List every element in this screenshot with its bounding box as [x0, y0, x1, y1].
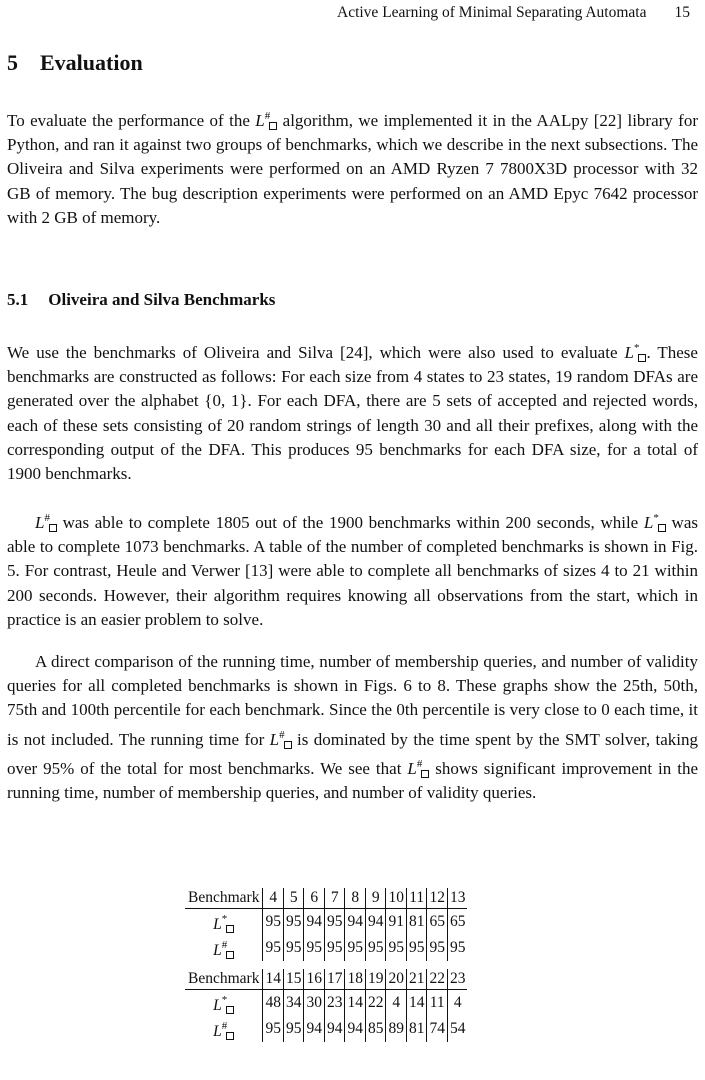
value-cell: 95 [324, 909, 345, 936]
symbol-letter: L [407, 758, 417, 778]
para3-text-a: was able to complete 1805 out of the 1900 benchmarks within 200 seconds, while [56, 513, 644, 532]
row-label-l-sharp [185, 1016, 263, 1042]
symbol-letter: L [213, 1023, 222, 1040]
table-row-l-star [185, 990, 467, 1017]
paragraph-intro [7, 104, 698, 230]
size-cell: 12 [427, 888, 448, 909]
size-cell: 16 [304, 969, 325, 990]
section-number: 5 [7, 50, 18, 75]
value-cell: 95 [345, 935, 366, 961]
header-label: Benchmark [185, 969, 263, 990]
value-cell: 89 [386, 1016, 407, 1042]
value-cell: 95 [324, 935, 345, 961]
symbol-superscript: # [416, 757, 423, 770]
value-cell: 23 [324, 990, 345, 1017]
value-cell: 95 [263, 1016, 284, 1042]
table-header-row [185, 969, 467, 990]
l-star-symbol [624, 343, 646, 362]
running-head [337, 4, 690, 22]
value-cell: 95 [406, 935, 427, 961]
value-cell: 65 [449, 913, 466, 930]
value-cell: 48 [263, 990, 284, 1017]
value-cell: 4 [386, 990, 407, 1017]
benchmark-table-part1 [185, 888, 467, 961]
symbol-letter: L [213, 997, 222, 1014]
subsection-title: Oliveira and Silva Benchmarks [48, 290, 276, 309]
size-cell: 5 [283, 888, 304, 909]
box-subscript [658, 524, 666, 532]
running-title: Active Learning of Minimal Separating Automata [337, 4, 647, 21]
section-heading [7, 50, 143, 76]
value-cell: 54 [449, 1020, 466, 1037]
value-cell: 95 [365, 935, 386, 961]
box-subscript [226, 925, 234, 933]
para4-text-b: is dominated by the time spent by the SMT solver, taking over 95% of the total for most benchmarks. We see that [7, 729, 698, 778]
value-cell: 81 [406, 1016, 427, 1042]
paragraph-results [7, 506, 698, 632]
value-cell: 95 [449, 939, 466, 956]
size-cell: 7 [324, 888, 345, 909]
para4-text-a: A direct comparison of the running time, number of membership queries, and number of validity queries for all completed benchmarks is shown in Figs. 6 to 8. These graphs show the 25th, 50th, 75th and 100th percentile for each benchmark. Since the 0th percentile is very close to 0 each time, it is not included. The running time for [7, 652, 698, 749]
page-number: 15 [674, 4, 690, 21]
table-row-l-sharp [185, 1016, 467, 1042]
size-cell: 20 [386, 969, 407, 990]
paragraph-comparison [7, 650, 698, 805]
size-cell: 18 [345, 969, 366, 990]
box-subscript [226, 1006, 234, 1014]
value-cell: 94 [324, 1016, 345, 1042]
benchmark-table [185, 888, 467, 1050]
symbol-superscript: * [633, 342, 640, 354]
para1-text-b: algorithm, we implemented it in the AALpy [22] library for Python, and ran it against two groups of benchmarks, which we describe in the next subsections. The Oliveira and Silva experiments were performed on an AMD Ryzen 7 7800X3D processor with 32 GB of memory. The bug description experiments were performed on an AMD Epyc 7642 processor with 2 GB of memory. [7, 111, 698, 227]
size-cell: 14 [263, 969, 284, 990]
subsection-number: 5.1 [7, 290, 29, 309]
symbol-letter: L [624, 343, 634, 362]
symbol-superscript: * [221, 994, 228, 1006]
size-cell: 10 [386, 888, 407, 909]
table-header-row [185, 888, 467, 909]
value-cell: 22 [365, 990, 386, 1017]
box-subscript [226, 1032, 234, 1040]
para1-text-a: To evaluate the performance of the [7, 111, 256, 130]
size-cell: 9 [365, 888, 386, 909]
size-cell: 15 [283, 969, 304, 990]
size-cell: 6 [304, 888, 325, 909]
section-title: Evaluation [40, 50, 143, 75]
value-cell: 65 [427, 909, 448, 936]
size-cell: 11 [406, 888, 427, 909]
value-cell: 81 [406, 909, 427, 936]
symbol-superscript: # [221, 1020, 228, 1032]
value-cell: 95 [427, 935, 448, 961]
value-cell: 95 [283, 1016, 304, 1042]
paragraph-benchmarks [7, 336, 698, 486]
value-cell: 94 [345, 1016, 366, 1042]
symbol-superscript: # [44, 512, 50, 524]
value-cell: 95 [304, 935, 325, 961]
row-label-l-star [185, 990, 263, 1017]
value-cell: 94 [304, 1016, 325, 1042]
para2-text-a: We use the benchmarks of Oliveira and Silva [24], which were also used to evaluate [7, 343, 625, 362]
value-cell: 85 [365, 1016, 386, 1042]
l-sharp-symbol [270, 730, 292, 749]
value-cell: 94 [304, 909, 325, 936]
table-row-l-sharp [185, 935, 467, 961]
symbol-superscript: # [279, 728, 285, 741]
row-label-l-sharp [185, 935, 263, 961]
size-cell: 8 [345, 888, 366, 909]
symbol-letter: L [269, 729, 280, 749]
benchmark-table-part2 [185, 969, 467, 1042]
symbol-superscript: * [221, 913, 228, 925]
l-sharp-symbol [35, 513, 57, 532]
table-row-l-star [185, 909, 467, 936]
size-cell: 21 [406, 969, 427, 990]
value-cell: 95 [283, 935, 304, 961]
para2-text-b: . These benchmarks are constructed as follows: For each size from 4 states to 23 states, 19 random DFAs are generated over the alphabet {0, 1}. For each DFA, there are 5 sets of accepted and rejected words, each of these sets consisting of 20 random strings of length 30 and all their prefixes, along with the corresponding output of the DFA. This produces 95 benchmarks for each DFA size, for a total of 1900 benchmarks. [7, 343, 698, 484]
size-cell: 17 [324, 969, 345, 990]
symbol-letter: L [213, 942, 222, 959]
symbol-superscript: # [221, 939, 228, 951]
value-cell: 74 [427, 1016, 448, 1042]
symbol-superscript: * [653, 512, 659, 524]
box-subscript [226, 951, 234, 959]
size-cell: 19 [365, 969, 386, 990]
header-label: Benchmark [185, 888, 263, 909]
l-sharp-symbol [255, 111, 277, 130]
value-cell: 95 [386, 935, 407, 961]
value-cell: 91 [386, 909, 407, 936]
row-label-l-star [185, 909, 263, 936]
value-cell: 95 [263, 935, 284, 961]
value-cell: 4 [453, 994, 462, 1011]
box-subscript [49, 524, 57, 532]
value-cell: 14 [406, 990, 427, 1017]
value-cell: 94 [345, 909, 366, 936]
para3-text-b: was able to complete 1073 benchmarks. A table of the number of completed benchmarks is shown in Fig. 5. For contrast, Heule and Verwer [13] were able to complete all benchmarks of sizes 4 to 21 within 200 seconds. However, their algorithm requires knowing all observations from the start, which in practice is an easier problem to solve. [7, 513, 698, 629]
size-cell: 23 [447, 969, 467, 990]
symbol-superscript: # [264, 110, 271, 122]
size-cell: 4 [263, 888, 284, 909]
subsection-heading [7, 290, 275, 310]
symbol-letter: L [255, 111, 265, 130]
symbol-letter: L [213, 916, 222, 933]
l-star-symbol [644, 513, 666, 532]
symbol-letter: L [35, 513, 45, 532]
value-cell: 14 [345, 990, 366, 1017]
para4-text-c: shows significant improvement in the running time, number of membership queries, and number of validity queries. [7, 758, 699, 803]
size-cell: 22 [427, 969, 448, 990]
size-cell: 13 [447, 888, 467, 909]
box-subscript [284, 741, 292, 749]
l-sharp-symbol [407, 759, 429, 778]
value-cell: 95 [283, 909, 304, 936]
value-cell: 95 [263, 909, 284, 936]
value-cell: 94 [365, 909, 386, 936]
value-cell: 30 [304, 990, 325, 1017]
value-cell: 11 [427, 990, 448, 1017]
value-cell: 34 [283, 990, 304, 1017]
symbol-letter: L [643, 513, 654, 532]
